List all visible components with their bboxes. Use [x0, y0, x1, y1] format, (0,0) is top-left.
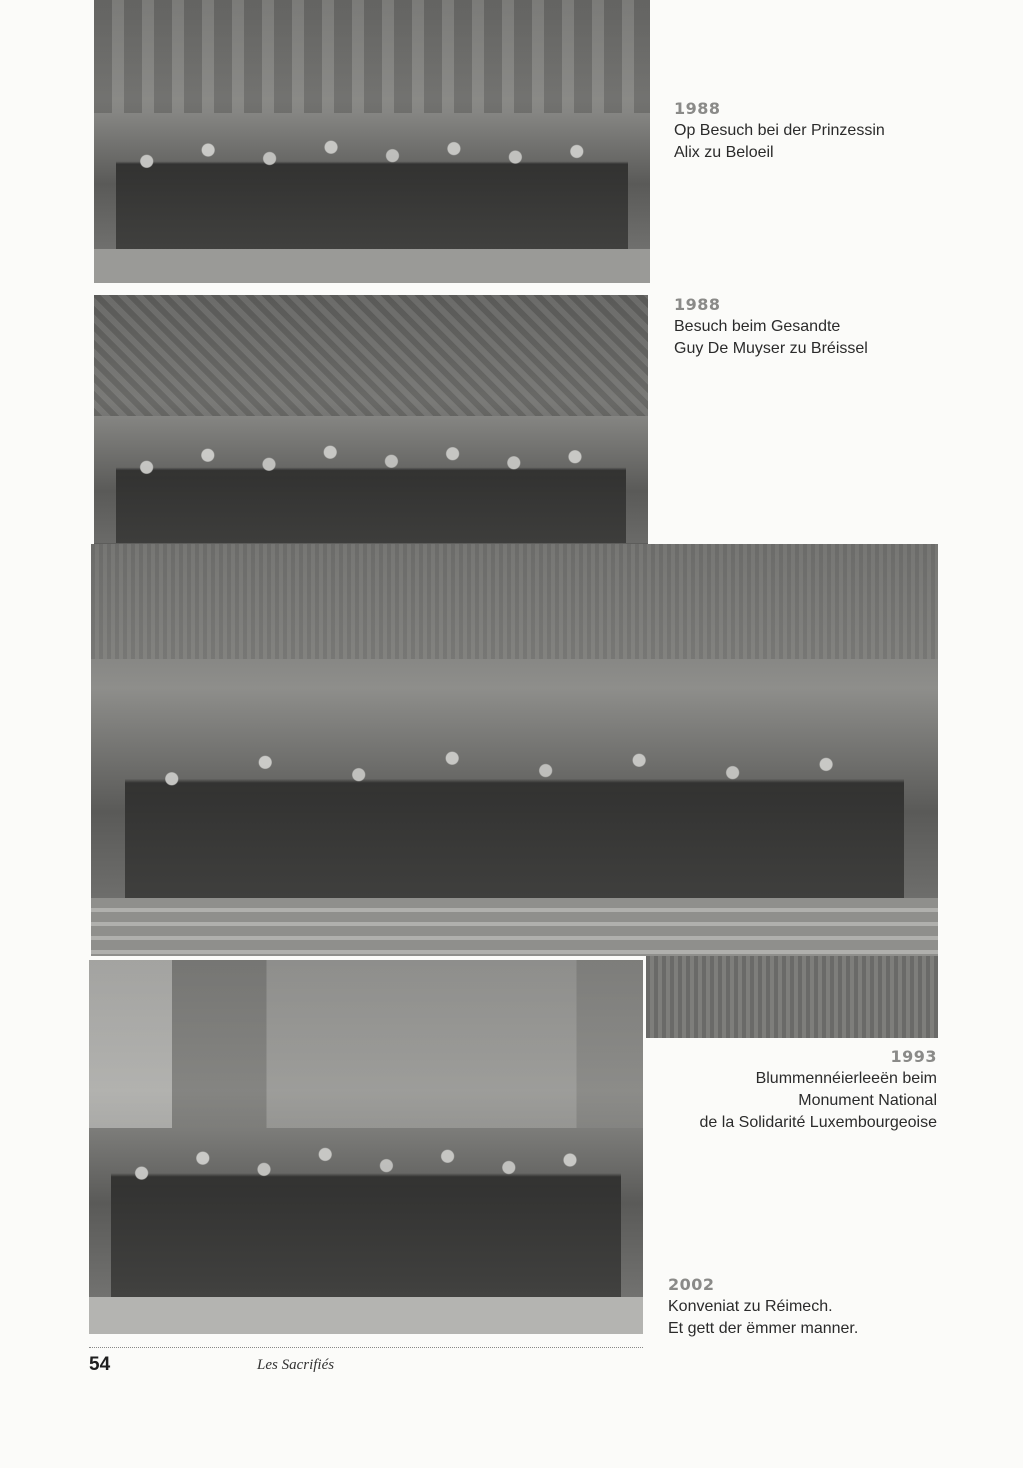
caption-line: Besuch beim Gesandte: [674, 318, 841, 335]
photo-ground: [94, 249, 650, 283]
photo-remich-group: [89, 960, 643, 1334]
caption-1993-monument: [700, 1046, 937, 1134]
caption-year: 1988: [674, 295, 721, 314]
photo-crowd: [125, 717, 904, 923]
caption-line: de la Solidarité Luxembourgeoise: [699, 1114, 937, 1131]
photo-background: [91, 544, 938, 659]
caption-line: Guy De Muyser zu Bréissel: [674, 340, 868, 357]
caption-line: Op Besuch bei der Prinzessin: [674, 122, 885, 139]
caption-year: 2002: [668, 1275, 715, 1294]
photo-ground: [91, 898, 938, 956]
photo-ground: [89, 1297, 643, 1334]
photo-crowd: [116, 119, 628, 261]
caption-1988-beloeil: [674, 98, 885, 164]
caption-line: Konveniat zu Réimech.: [668, 1298, 833, 1315]
caption-1988-brussels: [674, 294, 868, 360]
page-number: 54: [89, 1354, 111, 1375]
caption-line: Monument National: [798, 1092, 937, 1109]
caption-line: Alix zu Beloeil: [674, 144, 774, 161]
caption-year: 1993: [890, 1047, 937, 1066]
photo-beloeil-group: [94, 0, 650, 283]
photo-monument-group: [91, 544, 938, 956]
caption-year: 1988: [674, 99, 721, 118]
photo-background: [94, 295, 648, 416]
photo-background: [94, 0, 650, 113]
photo-monument-column: [646, 956, 938, 1038]
photo-background: [89, 960, 643, 1128]
book-title: Les Sacrifiés: [257, 1357, 335, 1373]
caption-line: Et gett der ëmmer manner.: [668, 1320, 859, 1337]
footer-divider: [89, 1347, 643, 1348]
caption-line: Blummennéierleeën beim: [755, 1070, 937, 1087]
photo-crowd: [111, 1117, 621, 1304]
caption-2002-remich: [668, 1274, 858, 1340]
